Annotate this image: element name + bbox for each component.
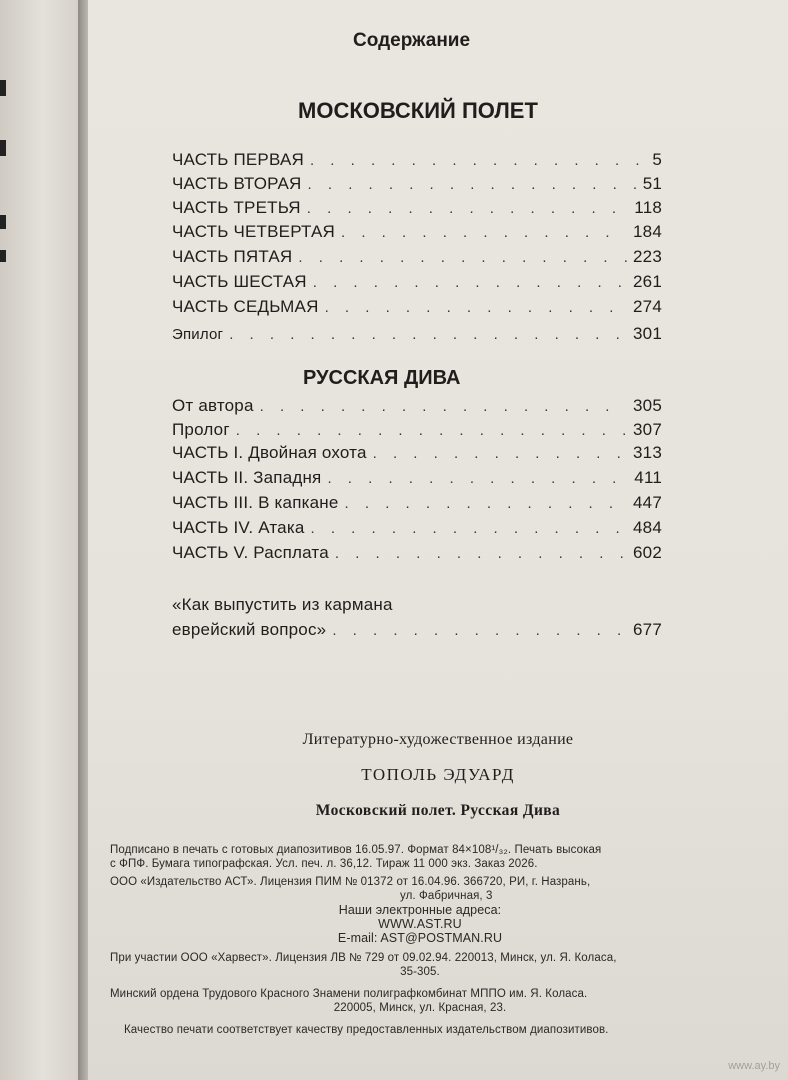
imprint-line: 220005, Минск, ул. Красная, 23. (333, 1002, 507, 1014)
toc-entry-page: 5 (652, 150, 662, 169)
toc-entry-page: 447 (633, 493, 662, 512)
toc-entry-page: 261 (633, 272, 662, 291)
leader-dots (345, 495, 628, 512)
toc-entry-label: ЧАСТЬ ПЕРВАЯ (172, 150, 304, 169)
section-title-moscow-flight: МОСКОВСКИЙ ПОЛЕТ (298, 98, 538, 123)
imprint-block (110, 843, 730, 1037)
toc-entry[interactable] (172, 543, 662, 563)
toc-entry[interactable] (172, 493, 662, 513)
toc-entry[interactable] (172, 222, 662, 242)
toc-entry[interactable] (172, 324, 662, 344)
toc-entry-page: 184 (633, 222, 662, 241)
toc-entry[interactable] (172, 272, 662, 292)
imprint-line: Качество печати соответствует качеству предоставленных издательством диапозитивов. (124, 1024, 609, 1036)
leader-dots (335, 545, 627, 562)
leader-dots (373, 445, 627, 462)
toc-entry-label: От автора (172, 396, 254, 415)
toc-entry-label: «Как выпустить из кармана (172, 595, 393, 614)
imprint-line: 35-305. (400, 966, 440, 978)
toc-entry-label: ЧАСТЬ ЧЕТВЕРТАЯ (172, 222, 336, 241)
toc-entry-page: 305 (633, 396, 662, 415)
toc-entry[interactable] (172, 198, 662, 218)
section-title-russian-diva: РУССКАЯ ДИВА (303, 367, 461, 389)
toc-title: Содержание (353, 30, 471, 51)
leader-dots (307, 200, 629, 217)
toc-entry-page: 484 (633, 518, 662, 537)
toc-entry-label: ЧАСТЬ ШЕСТАЯ (172, 272, 307, 291)
imprint-line: Подписано в печать с готовых диапозитивов 16.05.97. Формат 84×108¹/₃₂. Печать высокая (110, 844, 602, 856)
margin-mark (0, 140, 6, 156)
imprint-line: При участии ООО «Харвест». Лицензия ЛВ № 729 от 09.02.94. 220013, Минск, ул. Я. Коласа, (110, 952, 617, 964)
toc-entry[interactable] (172, 150, 662, 170)
toc-entry-label: ЧАСТЬ III. В капкане (172, 493, 339, 512)
toc-entry[interactable] (172, 420, 662, 440)
adjacent-page-edge (0, 0, 78, 1080)
leader-dots (341, 224, 627, 241)
book-title: Московский полет. Русская Дива (315, 802, 561, 819)
toc-entry-page: 313 (633, 443, 662, 462)
toc-entry-label: Эпилог (172, 326, 224, 343)
margin-mark (0, 250, 6, 262)
watermark-text: www.ay.by (728, 1060, 780, 1072)
toc-entry-label: ЧАСТЬ I. Двойная охота (172, 443, 367, 462)
leader-dots (236, 422, 627, 439)
imprint-line: WWW.AST.RU (378, 917, 462, 931)
leader-dots (313, 274, 627, 291)
imprint-line: Минский ордена Трудового Красного Знамени полиграфкомбинат МППО им. Я. Коласа. (110, 988, 588, 1000)
leader-dots (229, 326, 627, 343)
toc-entry[interactable] (172, 174, 662, 194)
toc-entry[interactable] (172, 247, 662, 267)
imprint-line: ул. Фабричная, 3 (400, 890, 493, 902)
toc-entry[interactable] (172, 396, 662, 416)
toc-essay-line1[interactable] (172, 595, 662, 615)
leader-dots (260, 398, 627, 415)
leader-dots (311, 520, 628, 537)
leader-dots (308, 176, 637, 193)
toc-entry-page: 118 (634, 198, 662, 217)
margin-mark (0, 215, 6, 229)
imprint-line: ООО «Издательство АСТ». Лицензия ПИМ № 01372 от 16.04.96. 366720, РИ, г. Назрань, (110, 876, 591, 888)
margin-mark (0, 80, 6, 96)
toc-entry[interactable] (172, 620, 662, 640)
author-name: ТОПОЛЬ ЭДУАРД (361, 765, 515, 784)
toc-entry-label: ЧАСТЬ ТРЕТЬЯ (172, 198, 301, 217)
toc-entry-label: ЧАСТЬ ВТОРАЯ (172, 174, 302, 193)
toc-entry-page: 677 (633, 620, 662, 639)
toc-entry-page: 411 (634, 468, 662, 487)
toc-entry-page: 301 (633, 324, 662, 343)
leader-dots (327, 470, 628, 487)
imprint-line: E-mail: AST@POSTMAN.RU (337, 931, 503, 945)
toc-entry-label: ЧАСТЬ IV. Атака (172, 518, 305, 537)
book-gutter (78, 0, 88, 1080)
toc-entry-page: 307 (633, 420, 662, 439)
toc-entry-label: ЧАСТЬ V. Расплата (172, 543, 329, 562)
toc-entry-page: 51 (642, 174, 662, 193)
toc-entry-label: еврейский вопрос» (172, 620, 327, 639)
toc-entry[interactable] (172, 468, 662, 488)
toc-entry-page: 223 (633, 247, 662, 266)
toc-entry[interactable] (172, 297, 662, 317)
toc-entry-label: Пролог (172, 420, 230, 439)
toc-entry[interactable] (172, 518, 662, 538)
edition-type: Литературно-художественное издание (302, 731, 574, 748)
toc-entry[interactable] (172, 443, 662, 463)
toc-entry-page: 274 (633, 297, 662, 316)
leader-dots (298, 249, 627, 266)
toc-entry-label: ЧАСТЬ СЕДЬМАЯ (172, 297, 319, 316)
imprint-line: с ФПФ. Бумага типографская. Усл. печ. л. 36,12. Тираж 11 000 экз. Заказ 2026. (110, 858, 538, 870)
leader-dots (325, 299, 627, 316)
toc-entry-label: ЧАСТЬ ПЯТАЯ (172, 247, 293, 266)
toc-entry-page: 602 (633, 543, 662, 562)
toc-entry-label: ЧАСТЬ II. Западня (172, 468, 322, 487)
imprint-line: Наши электронные адреса: (338, 903, 502, 917)
leader-dots (310, 152, 646, 169)
leader-dots (332, 622, 627, 639)
